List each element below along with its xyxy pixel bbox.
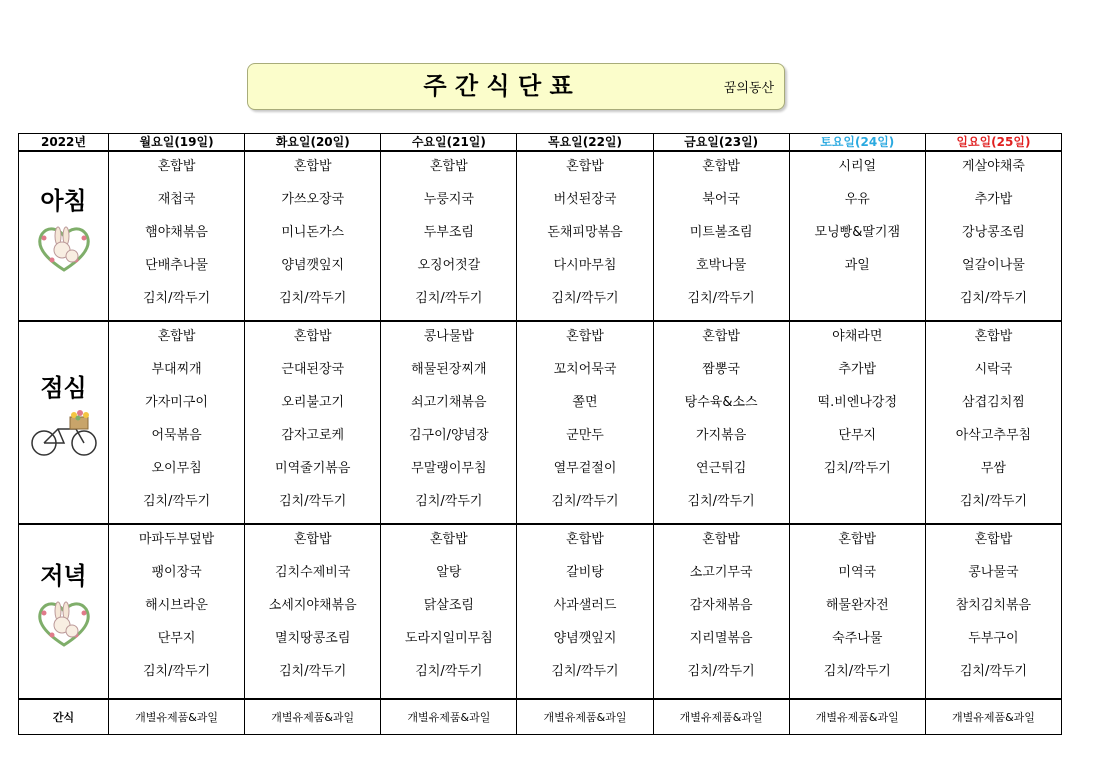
menu-item: 김치/깍두기 <box>687 291 755 306</box>
day-header-sun: 일요일(25일) <box>925 134 1061 152</box>
menu-item: 혼합밥 <box>430 159 468 174</box>
breakfast-wed <box>381 151 517 321</box>
page-subtitle: 꿈의동산 <box>723 81 774 96</box>
menu-item: 닭살조림 <box>423 598 474 613</box>
snack-label: 간식 <box>19 699 109 735</box>
weekly-menu-table <box>18 133 1062 735</box>
menu-item: 오이무침 <box>151 461 202 476</box>
menu-item: 혼합밥 <box>974 329 1013 344</box>
menu-item: 김치/깍두기 <box>823 664 891 679</box>
menu-item: 해물된장찌개 <box>411 362 487 377</box>
menu-item: 혼합밥 <box>566 532 604 547</box>
menu-item: 단무지 <box>838 428 877 443</box>
dinner-wed <box>381 524 517 699</box>
menu-item: 김치/깍두기 <box>687 664 755 679</box>
dinner-label-cell <box>19 524 109 699</box>
menu-item: 참치김치볶음 <box>955 598 1032 613</box>
lunch-fri <box>653 321 789 524</box>
lunch-tue <box>245 321 381 524</box>
breakfast-mon <box>109 151 245 321</box>
menu-item: 혼합밥 <box>293 159 332 174</box>
menu-item: 김치/깍두기 <box>823 461 891 476</box>
menu-item: 부대찌개 <box>151 362 202 377</box>
breakfast-sun <box>925 151 1061 321</box>
menu-item: 김치/깍두기 <box>551 494 619 509</box>
menu-item: 열무겉절이 <box>553 461 617 476</box>
lunch-thu <box>517 321 653 524</box>
menu-item: 소고기무국 <box>689 565 753 580</box>
bunny-wreath-icon <box>32 220 96 274</box>
menu-item: 가쓰오장국 <box>281 192 345 207</box>
menu-item: 혼합밥 <box>157 159 196 174</box>
menu-item: 다시마무침 <box>553 258 617 273</box>
menu-item: 김치/깍두기 <box>551 664 619 679</box>
menu-item: 감자고로케 <box>281 428 345 443</box>
menu-item: 짬뽕국 <box>702 362 740 377</box>
menu-item: 재첩국 <box>157 192 196 207</box>
dinner-row <box>19 524 1062 699</box>
day-header-sat: 토요일(24일) <box>789 134 925 152</box>
snack-sun: 개별유제품&과일 <box>925 699 1061 735</box>
menu-item: 김치/깍두기 <box>279 664 347 679</box>
menu-item: 갈비탕 <box>566 565 604 580</box>
menu-item: 김치/깍두기 <box>687 494 755 509</box>
menu-item: 김치/깍두기 <box>279 494 347 509</box>
menu-item: 무말랭이무침 <box>411 461 487 476</box>
breakfast-sat <box>789 151 925 321</box>
menu-item: 단배추나물 <box>145 258 208 273</box>
lunch-sat <box>789 321 925 524</box>
menu-item: 도라지일미무침 <box>404 631 493 646</box>
menu-item: 미트볼조림 <box>689 225 753 240</box>
menu-item: 김치/깍두기 <box>142 291 211 306</box>
menu-item: 삼겹김치찜 <box>962 395 1025 410</box>
day-header-tue: 화요일(20일) <box>245 134 381 152</box>
lunch-mon <box>109 321 245 524</box>
lunch-wed <box>381 321 517 524</box>
menu-item: 두부구이 <box>968 631 1019 646</box>
breakfast-label-cell <box>19 151 109 321</box>
menu-item: 야채라면 <box>832 329 883 344</box>
menu-item: 혼합밥 <box>157 329 196 344</box>
menu-item: 혼합밥 <box>838 532 877 547</box>
breakfast-thu <box>517 151 653 321</box>
menu-item: 미역줄기볶음 <box>275 461 351 476</box>
menu-item: 쫄면 <box>572 395 598 410</box>
menu-item: 콩나물밥 <box>423 329 474 344</box>
menu-item: 감자채볶음 <box>689 598 753 613</box>
menu-item: 게살야채죽 <box>962 159 1025 174</box>
menu-item: 콩나물국 <box>968 565 1019 580</box>
menu-item: 김치/깍두기 <box>415 291 483 306</box>
breakfast-tue <box>245 151 381 321</box>
menu-item: 가자미구이 <box>145 395 208 410</box>
menu-item: 김치/깍두기 <box>959 291 1027 306</box>
menu-item: 혼합밥 <box>974 532 1013 547</box>
menu-item: 김구이/양념장 <box>408 428 489 443</box>
menu-item: 과일 <box>844 258 870 273</box>
snack-thu: 개별유제품&과일 <box>517 699 653 735</box>
menu-item: 시락국 <box>974 362 1013 377</box>
menu-item: 혼합밥 <box>702 159 740 174</box>
menu-item: 김치/깍두기 <box>415 494 483 509</box>
menu-item: 단무지 <box>157 631 196 646</box>
menu-item: 김치/깍두기 <box>551 291 619 306</box>
menu-item: 버섯된장국 <box>553 192 617 207</box>
menu-item: 혼합밥 <box>293 329 332 344</box>
menu-item: 미니돈가스 <box>281 225 345 240</box>
menu-item: 우유 <box>844 192 870 207</box>
menu-item: 마파두부덮밥 <box>138 532 215 547</box>
menu-item: 숙주나물 <box>832 631 883 646</box>
menu-item: 소세지야채볶음 <box>268 598 357 613</box>
menu-item: 군만두 <box>566 428 604 443</box>
snack-sat: 개별유제품&과일 <box>789 699 925 735</box>
menu-item: 모닝빵&딸기잼 <box>814 225 901 240</box>
menu-item: 추가밥 <box>838 362 877 377</box>
menu-item: 혼합밥 <box>702 329 740 344</box>
lunch-sun <box>925 321 1061 524</box>
breakfast-row <box>19 151 1062 321</box>
menu-item: 혼합밥 <box>566 159 604 174</box>
menu-item: 김치/깍두기 <box>279 291 347 306</box>
snack-tue: 개별유제품&과일 <box>245 699 381 735</box>
menu-item: 어묵볶음 <box>151 428 202 443</box>
page-title: 주 간 식 단 표 <box>423 72 573 100</box>
menu-item: 강낭콩조림 <box>962 225 1025 240</box>
snack-row <box>19 699 1062 735</box>
menu-item: 양념깻잎지 <box>281 258 345 273</box>
menu-item: 호박나물 <box>696 258 747 273</box>
menu-item: 혼합밥 <box>566 329 604 344</box>
day-header-wed: 수요일(21일) <box>381 134 517 152</box>
menu-item: 해시브라운 <box>145 598 208 613</box>
lunch-label-cell <box>19 321 109 524</box>
menu-item: 햄야채볶음 <box>145 225 208 240</box>
menu-item: 김치/깍두기 <box>959 494 1027 509</box>
lunch-label: 점심 <box>40 374 87 402</box>
dinner-fri <box>653 524 789 699</box>
menu-item: 가지볶음 <box>696 428 747 443</box>
menu-item: 양념깻잎지 <box>553 631 617 646</box>
dinner-sat <box>789 524 925 699</box>
snack-mon: 개별유제품&과일 <box>109 699 245 735</box>
dinner-label: 저녁 <box>40 562 87 590</box>
menu-item: 연근튀김 <box>696 461 747 476</box>
menu-item: 사과샐러드 <box>553 598 617 613</box>
menu-item: 팽이장국 <box>151 565 202 580</box>
menu-item: 지리멸볶음 <box>689 631 753 646</box>
menu-item: 혼합밥 <box>430 532 468 547</box>
menu-item: 혼합밥 <box>293 532 332 547</box>
menu-item <box>790 287 925 320</box>
menu-item: 오리불고기 <box>281 395 345 410</box>
menu-item: 탕수육&소스 <box>684 395 758 410</box>
menu-item <box>790 490 925 523</box>
menu-item: 김치수제비국 <box>275 565 351 580</box>
snack-wed: 개별유제품&과일 <box>381 699 517 735</box>
day-header-thu: 목요일(22일) <box>517 134 653 152</box>
snack-fri: 개별유제품&과일 <box>653 699 789 735</box>
year-header: 2022년 <box>19 134 109 152</box>
dinner-sun <box>925 524 1061 699</box>
menu-item: 알탕 <box>436 565 462 580</box>
header-row <box>19 134 1062 152</box>
breakfast-label: 아침 <box>40 186 87 215</box>
menu-item: 김치/깍두기 <box>959 664 1027 679</box>
menu-item: 김치/깍두기 <box>142 664 211 679</box>
dinner-thu <box>517 524 653 699</box>
menu-item: 무쌈 <box>980 461 1006 476</box>
menu-item: 추가밥 <box>974 192 1013 207</box>
menu-item: 김치/깍두기 <box>415 664 483 679</box>
menu-item: 혼합밥 <box>702 532 740 547</box>
menu-item: 시리얼 <box>838 159 877 174</box>
menu-item: 아삭고추무침 <box>955 428 1032 443</box>
lunch-row <box>19 321 1062 524</box>
title-box <box>247 63 785 110</box>
menu-item: 꼬치어묵국 <box>553 362 617 377</box>
menu-item: 멸치땅콩조림 <box>275 631 351 646</box>
bunny-wreath-icon <box>32 595 96 649</box>
menu-item: 얼갈이나물 <box>962 258 1025 273</box>
menu-item: 떡.비엔나강정 <box>817 395 898 410</box>
dinner-tue <box>245 524 381 699</box>
menu-item: 쇠고기채볶음 <box>411 395 487 410</box>
menu-item: 북어국 <box>702 192 740 207</box>
day-header-mon: 월요일(19일) <box>109 134 245 152</box>
menu-item: 두부조림 <box>423 225 474 240</box>
menu-item: 근대된장국 <box>281 362 345 377</box>
menu-item: 김치/깍두기 <box>142 494 211 509</box>
flower-bicycle-icon <box>28 407 100 459</box>
day-header-fri: 금요일(23일) <box>653 134 789 152</box>
menu-item: 해물완자전 <box>825 598 889 613</box>
menu-item: 미역국 <box>838 565 877 580</box>
menu-item: 누룽지국 <box>423 192 474 207</box>
menu-item: 오징어젓갈 <box>417 258 481 273</box>
menu-item: 돈채피망볶음 <box>547 225 623 240</box>
dinner-mon <box>109 524 245 699</box>
breakfast-fri <box>653 151 789 321</box>
